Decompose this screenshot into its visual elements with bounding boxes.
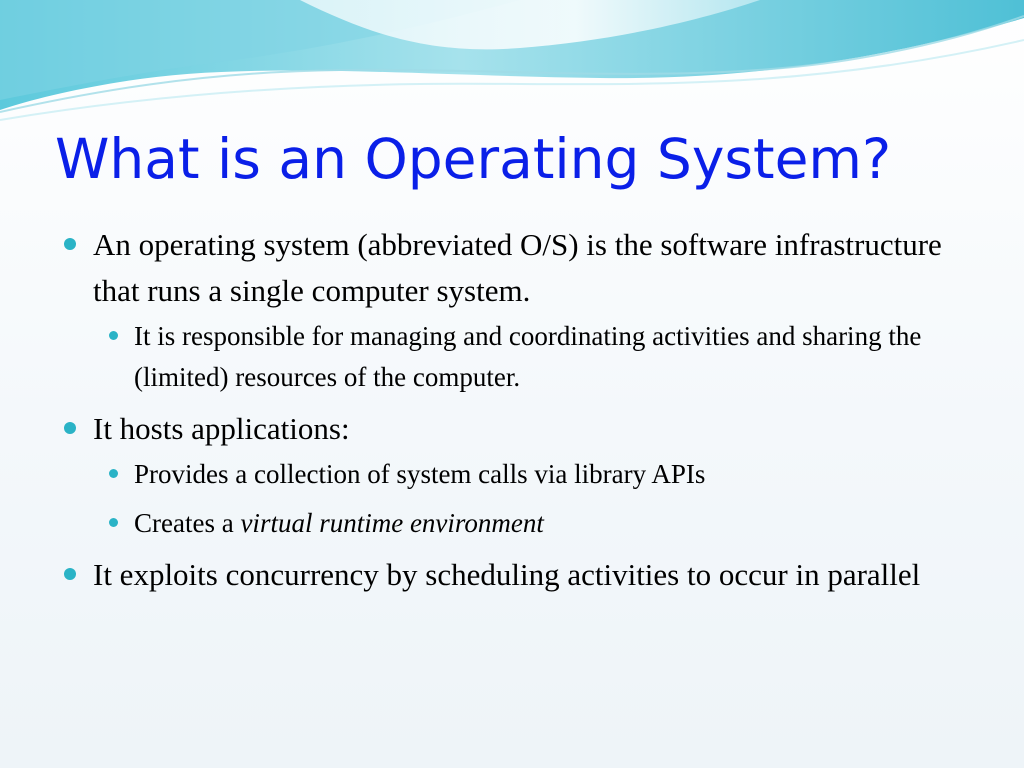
slide-body [60,222,980,600]
sub-bullet-emphasis: virtual runtime environment [240,508,544,538]
sub-bullet-item [60,316,980,398]
bullet-dot-icon [64,238,76,250]
bullet-item [60,222,980,314]
bullet-text: An operating system (abbreviated O/S) is the software infrastructure that runs a single computer system. [93,227,942,308]
sub-bullet-text: It is responsible for managing and coordinating activities and sharing the (limited) resources of the computer. [134,321,922,392]
bullet-dot-icon [109,518,118,527]
slide-title: What is an Operating System? [55,127,892,191]
sub-bullet-text: Provides a collection of system calls via library APIs [134,459,706,489]
bullet-dot-icon [109,331,118,340]
sub-bullet-item [60,503,980,544]
bullet-text: It hosts applications: [93,411,350,446]
decorative-wave-header [0,0,1024,130]
bullet-dot-icon [64,568,76,580]
bullet-text: It exploits concurrency by scheduling activities to occur in parallel [93,557,921,592]
bullet-dot-icon [109,469,118,478]
bullet-item [60,406,980,452]
sub-bullet-item [60,454,980,495]
sub-bullet-prefix: Creates a [134,508,241,538]
bullet-item [60,552,980,598]
bullet-dot-icon [64,422,76,434]
